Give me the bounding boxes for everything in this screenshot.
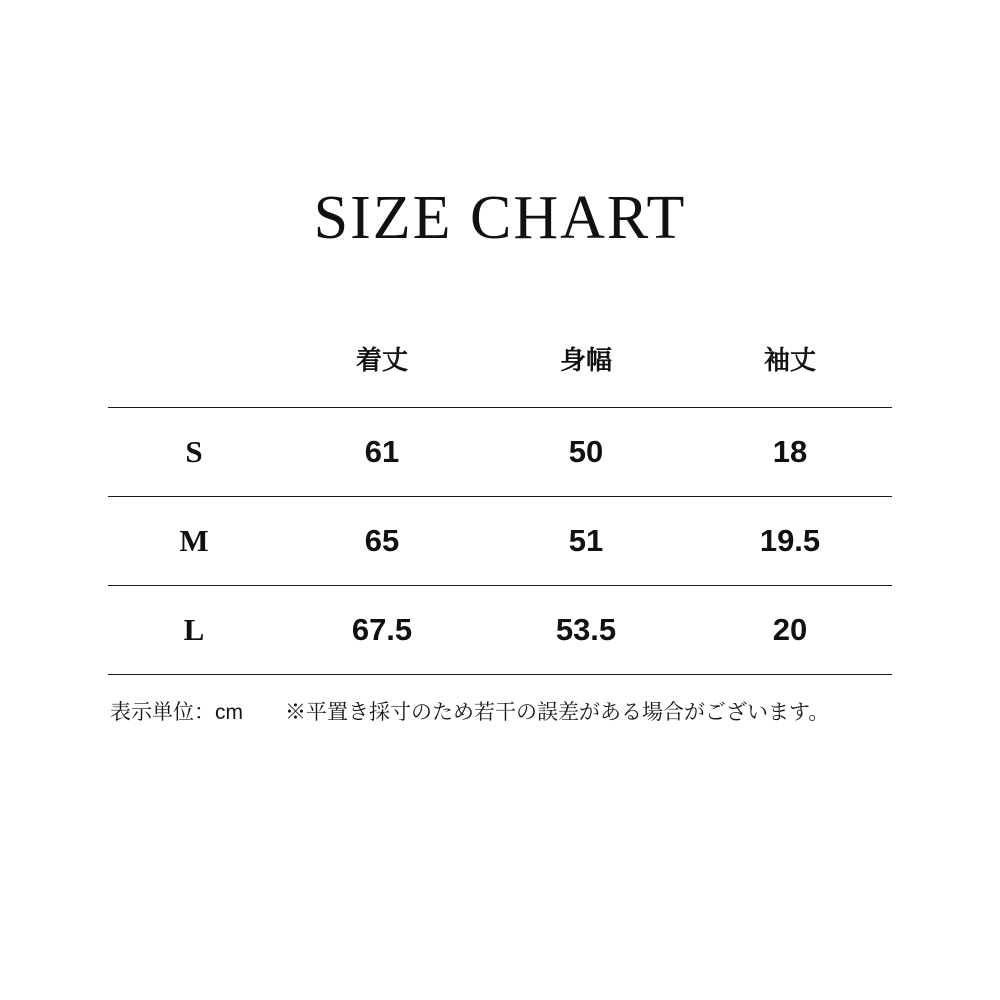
size-chart-container: [108, 340, 892, 675]
cell-width: 50: [484, 408, 688, 497]
page-title: SIZE CHART: [313, 184, 687, 252]
cell-length: 65: [280, 497, 484, 586]
table-body: [108, 408, 892, 675]
footnote-unit: 表示単位：cm: [110, 701, 243, 724]
table-row: [108, 497, 892, 586]
cell-width: 53.5: [484, 586, 688, 675]
column-header-width: 身幅: [559, 345, 612, 375]
column-header-sleeve: 袖丈: [763, 345, 816, 375]
table-row: [108, 586, 892, 675]
column-header-length: 着丈: [355, 345, 408, 375]
cell-length: 67.5: [280, 586, 484, 675]
cell-size: S: [108, 408, 280, 497]
size-chart-table: [108, 340, 892, 675]
cell-size: M: [108, 497, 280, 586]
footnotes: [110, 696, 900, 726]
table-header-row: [108, 340, 892, 408]
table-header: [108, 340, 892, 408]
cell-sleeve: 18: [688, 408, 892, 497]
table-row: [108, 408, 892, 497]
cell-sleeve: 20: [688, 586, 892, 675]
cell-size: L: [108, 586, 280, 675]
cell-sleeve: 19.5: [688, 497, 892, 586]
footnote-note: ※平置き採寸のため若干の誤差がある場合がございます。: [285, 701, 830, 724]
cell-length: 61: [280, 408, 484, 497]
column-header-size: [108, 340, 280, 408]
cell-width: 51: [484, 497, 688, 586]
